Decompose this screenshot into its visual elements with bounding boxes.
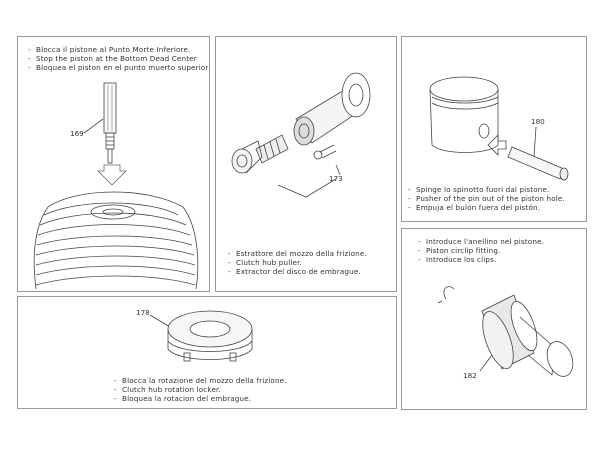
- caption-line-en: - Pusher of the pin out of the piston hole.: [408, 194, 565, 203]
- caption-clutch-hub-locker: [114, 376, 287, 403]
- tool-number-180: 180: [531, 117, 545, 126]
- caption-line-es: - Empuja el bulón fuera del pistón.: [408, 203, 565, 212]
- caption-line-it: - Introduce l'anellino nel pistone.: [418, 237, 544, 246]
- panel-piston-stop: [17, 36, 210, 292]
- caption-line-en: - Clutch hub puller.: [228, 258, 367, 267]
- caption-pin-pusher: [408, 185, 565, 212]
- caption-line-en: - Stop the piston at the Bottom Dead Center: [28, 54, 209, 63]
- caption-line-it: - Estrattore del mozzo della frizione.: [228, 249, 367, 258]
- caption-clutch-hub-puller: [228, 249, 367, 276]
- caption-line-es: - Introduce los clips.: [418, 255, 544, 264]
- panel-clutch-hub-puller: [215, 36, 397, 292]
- panel-clutch-hub-locker: [17, 296, 397, 409]
- illustration-piston-stop-tool: [18, 37, 211, 293]
- panel-circlip-fitting: [401, 228, 587, 410]
- illustration-circlip-fitting: [402, 229, 588, 411]
- caption-line-es: - Bloquea la rotacion del embrague.: [114, 394, 287, 403]
- tool-number-178: 178: [136, 308, 150, 317]
- tool-number-173: 173: [329, 174, 343, 183]
- caption-line-es: - Extractor del disco de embrague.: [228, 267, 367, 276]
- caption-line-en: - Clutch hub rotation locker.: [114, 385, 287, 394]
- caption-line-it: - Blocca il pistone al Punto Morte Inferiore.: [28, 45, 209, 54]
- panel-pin-pusher: [401, 36, 587, 222]
- caption-line-it: - Blocca la rotazione del mozzo della frizione.: [114, 376, 287, 385]
- caption-line-it: - Spinge lo spinotto fuori dal pistone.: [408, 185, 565, 194]
- caption-line-es: - Bloquea el piston en el punto muerto superior: [28, 63, 209, 72]
- caption-line-en: - Piston circlip fitting.: [418, 246, 544, 255]
- tool-number-169: 169: [70, 129, 84, 138]
- tool-number-182: 182: [463, 371, 477, 380]
